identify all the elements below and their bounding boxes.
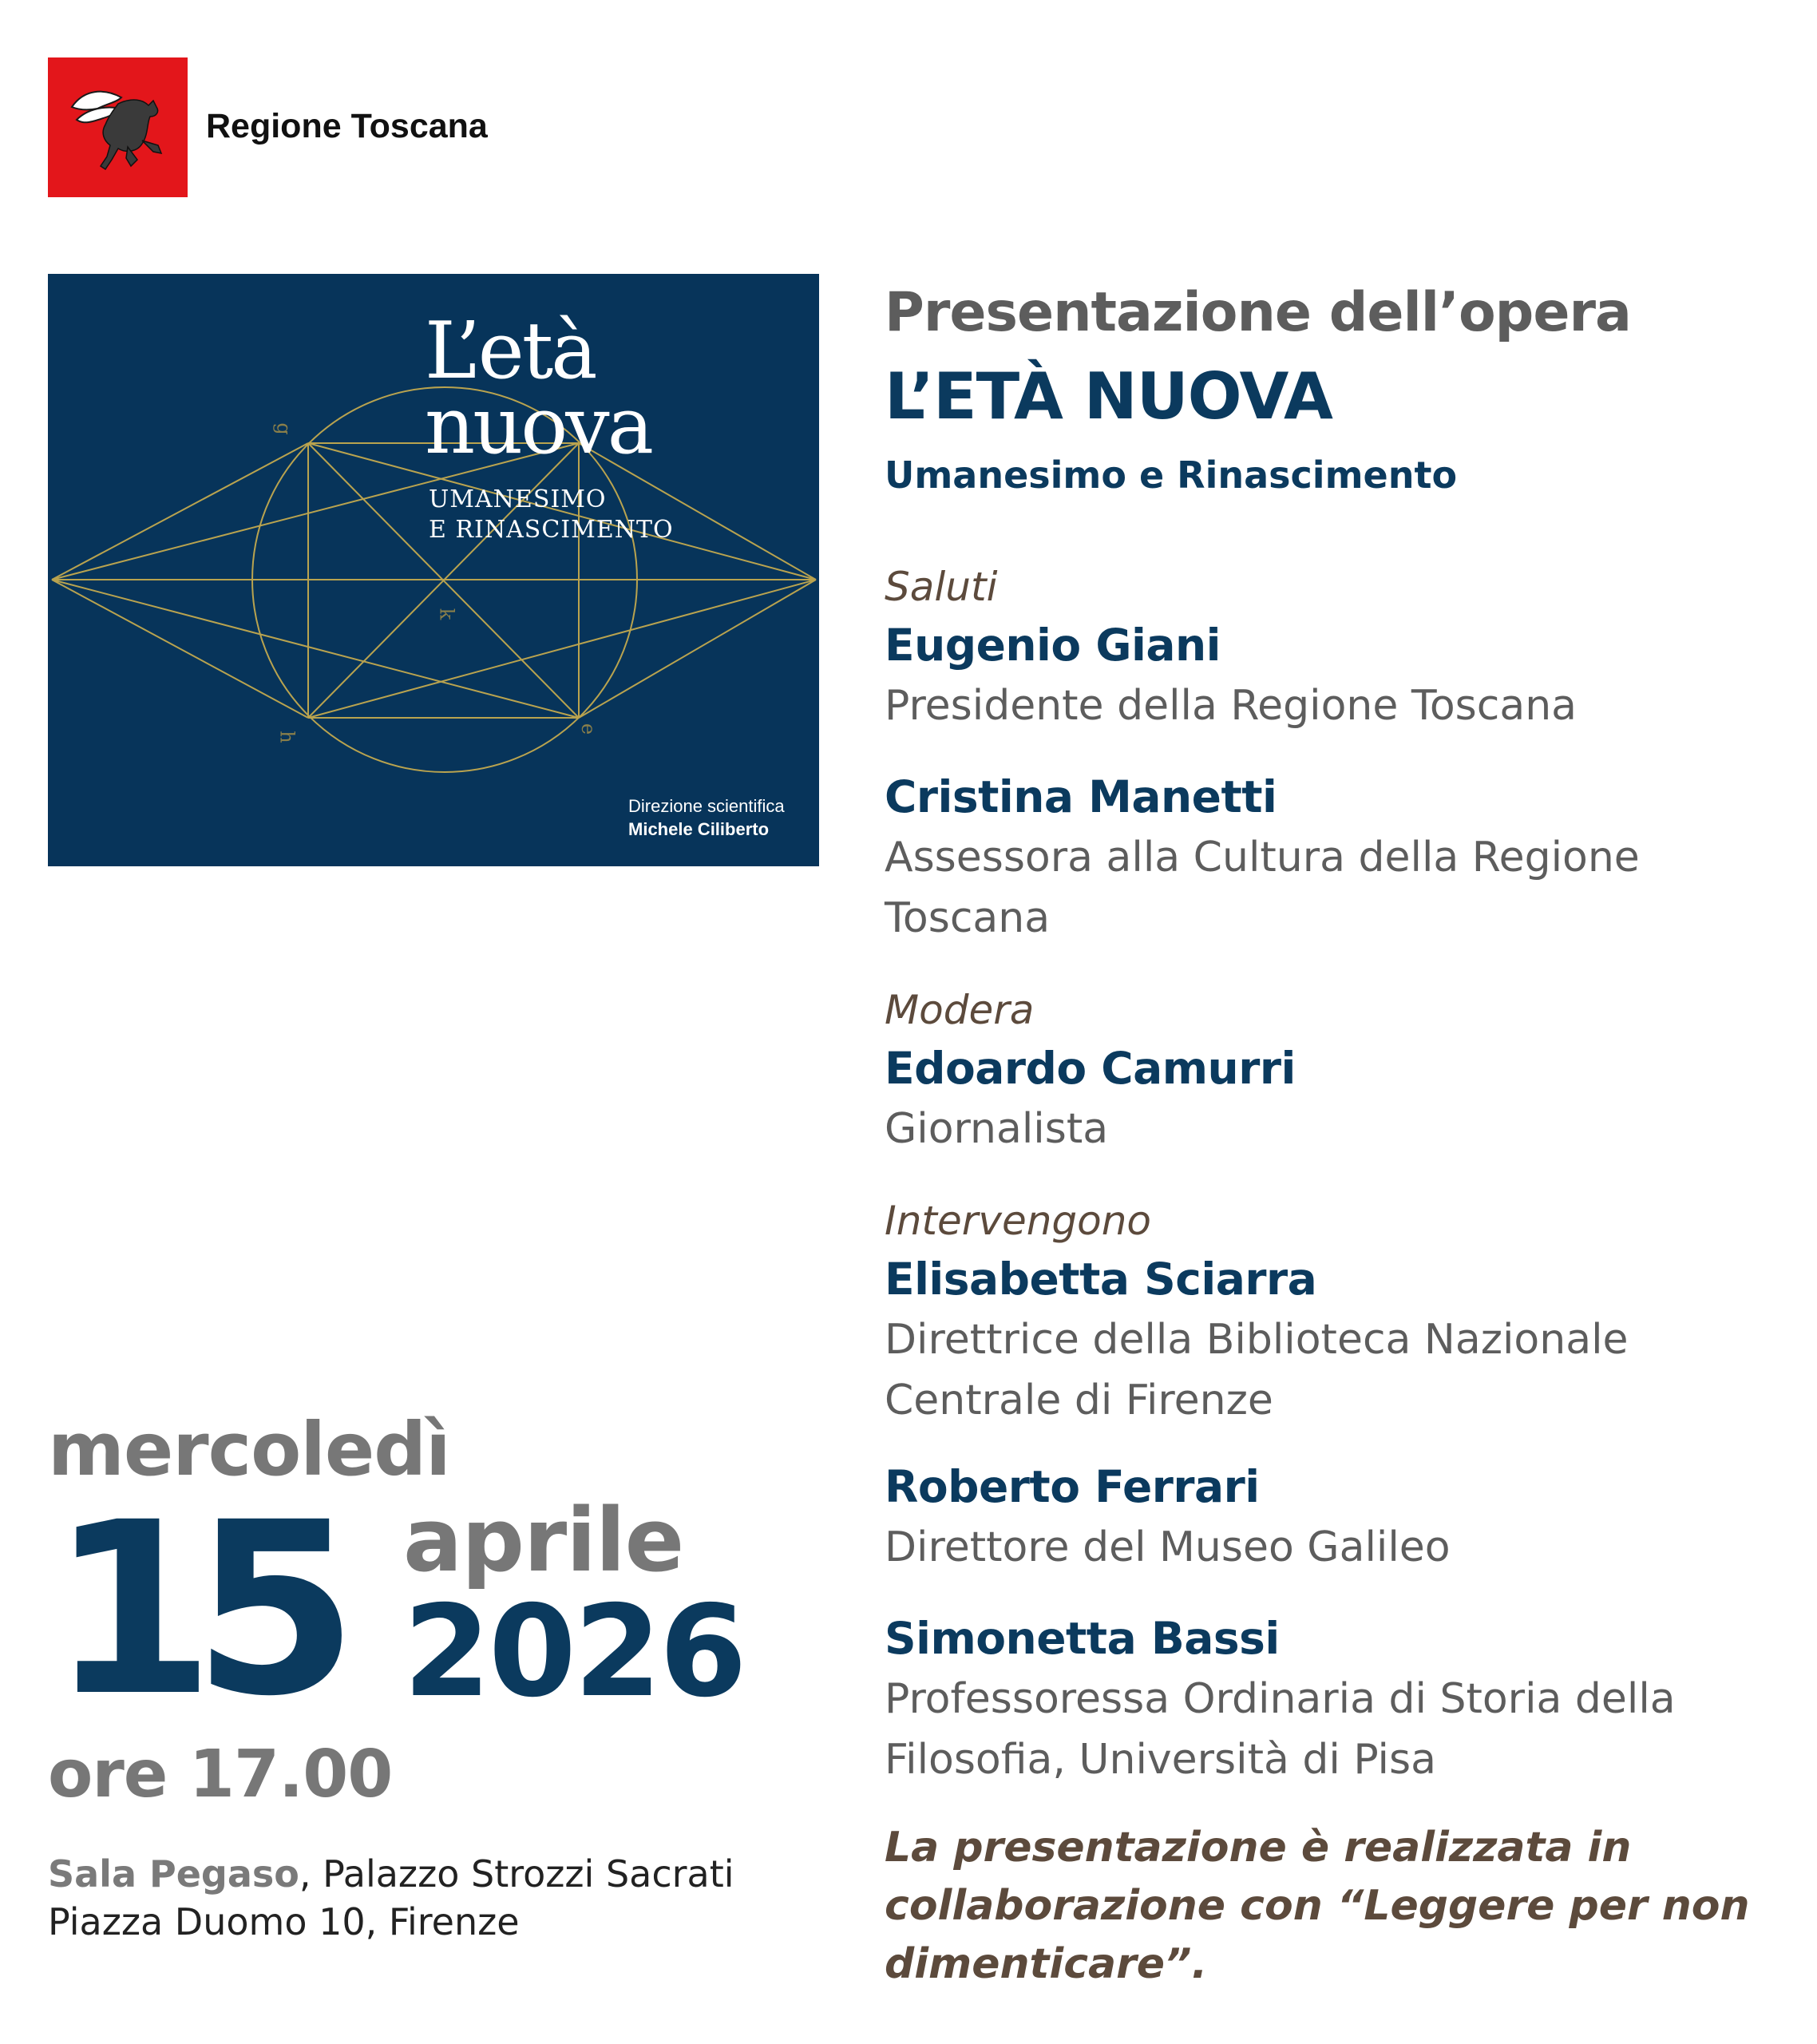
event-year: 2026	[403, 1579, 745, 1725]
moderator-name: Edoardo Camurri	[885, 1043, 1296, 1094]
event-subtitle: Umanesimo e Rinascimento	[885, 454, 1458, 497]
speaker-description: Presidente della Regione Toscana	[885, 682, 1578, 730]
event-time: ore 17.00	[48, 1737, 393, 1812]
speaker-description: Professoressa Ordinaria di Storia della Filosofia, Università di Pisa	[885, 1675, 1676, 1784]
speaker-description: Direttore del Museo Galileo	[885, 1523, 1451, 1571]
venue-address: Piazza Duomo 10, Firenze	[48, 1900, 520, 1943]
cover-direction-name: Michele Ciliberto	[628, 819, 770, 839]
venue-line1	[48, 1852, 734, 1895]
event-weekday: mercoledì	[48, 1407, 450, 1492]
greetings-label: Saluti	[885, 564, 998, 610]
collaboration-note: La presentazione è realizzata in collaborazione con “Leggere per non dimenticare”.	[885, 1824, 1750, 1988]
diagram-letter: g	[272, 422, 295, 435]
diagram-letter: h	[275, 731, 299, 743]
diagram-letter: e	[577, 723, 600, 735]
pegasus-icon	[48, 57, 188, 197]
diagram-letter: k	[435, 608, 458, 620]
cover-subtitle-line1: UMANESIMO	[429, 485, 607, 513]
speaker-description: Direttrice della Biblioteca Nazionale Centrale di Firenze	[885, 1316, 1629, 1424]
moderator-description: Giornalista	[885, 1105, 1109, 1153]
regione-toscana-logo	[48, 57, 188, 197]
book-cover	[48, 274, 819, 866]
speaker-name: Roberto Ferrari	[885, 1461, 1260, 1512]
venue-building: , Palazzo Strozzi Sacrati	[299, 1852, 734, 1895]
speaker-name: Elisabetta Sciarra	[885, 1254, 1317, 1305]
cover-title-line1: L’età	[425, 306, 596, 397]
speaker-name: Simonetta Bassi	[885, 1613, 1280, 1664]
event-month: aprile	[403, 1489, 684, 1591]
brand-name: Regione Toscana	[206, 107, 488, 145]
venue-hall: Sala Pegaso	[48, 1852, 299, 1895]
speaker-name: Cristina Manetti	[885, 771, 1277, 822]
cover-direction-label: Direzione scientifica	[628, 796, 785, 816]
cover-subtitle-line2: E RINASCIMENTO	[429, 516, 674, 544]
speaker-name: Eugenio Giani	[885, 620, 1221, 671]
moderator-label: Modera	[885, 987, 1035, 1033]
speakers-label: Intervengono	[885, 1198, 1152, 1244]
event-day: 15	[49, 1472, 336, 1749]
event-work-title: L’ETÀ NUOVA	[885, 359, 1332, 434]
speaker-description: Assessora alla Cultura della Regione Toscana	[885, 834, 1640, 942]
cover-title-line2: nuova	[425, 381, 652, 472]
event-title: Presentazione dell’opera	[885, 281, 1631, 344]
